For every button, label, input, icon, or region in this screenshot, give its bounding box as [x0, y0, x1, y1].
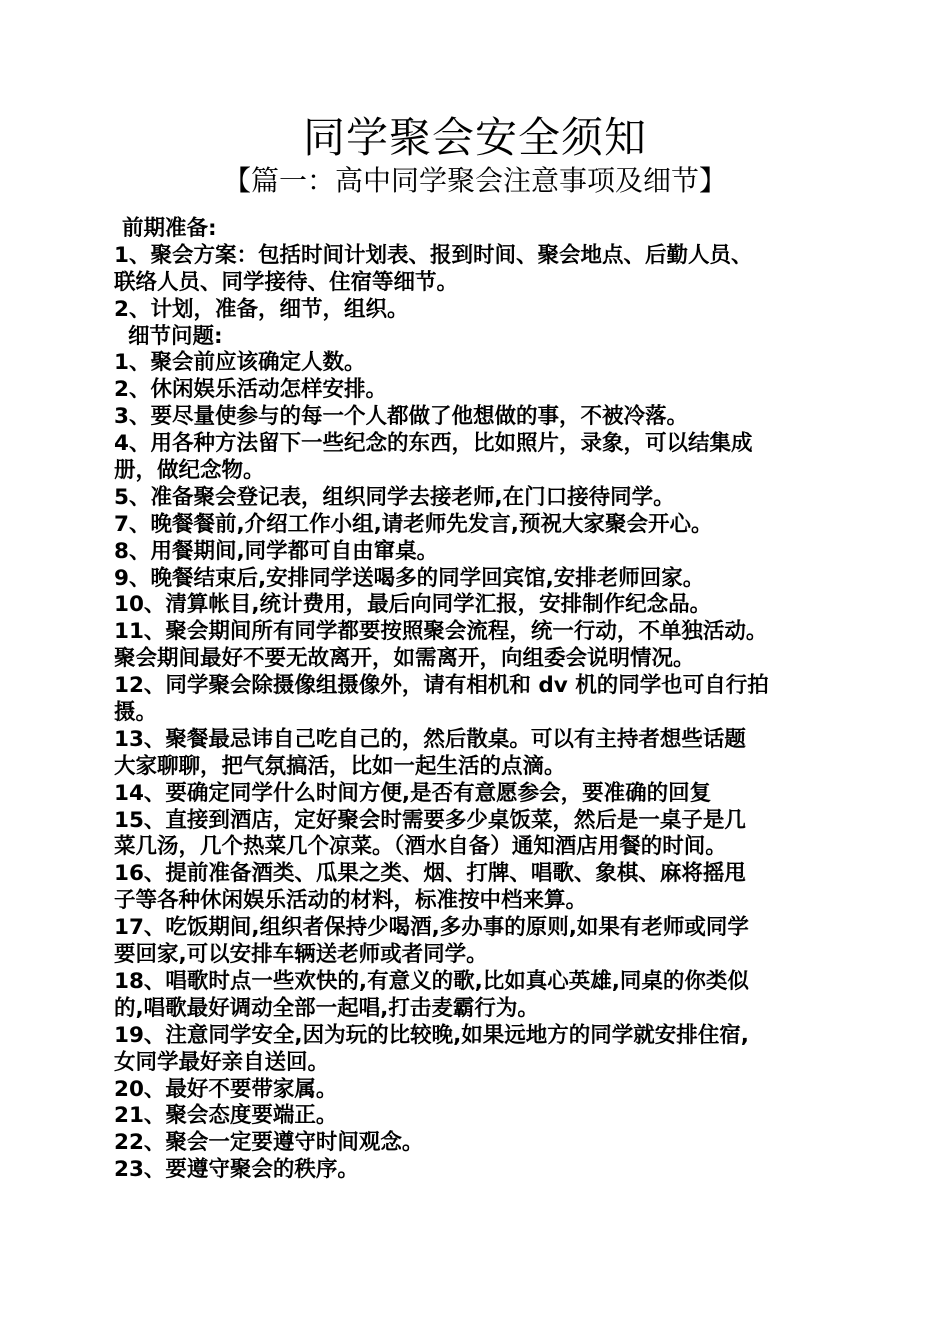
text-line: 11、聚会期间所有同学都要按照聚会流程，统一行动，不单独活动。 [114, 619, 768, 645]
text-line: 15、直接到酒店，定好聚会时需要多少桌饭菜，然后是一桌子是几 [114, 807, 746, 833]
text-line: 18、唱歌时点一些欢快的,有意义的歌,比如真心英雄,同桌的你类似 [114, 968, 749, 994]
text-line: 8、用餐期间,同学都可自由窜桌。 [114, 538, 439, 564]
text-line: 23、要遵守聚会的秩序。 [114, 1157, 359, 1183]
text-line: 的,唱歌最好调动全部一起唱,打击麦霸行为。 [114, 995, 539, 1021]
document-title: 同学聚会安全须知 [302, 113, 647, 162]
text-line: 12、同学聚会除摄像组摄像外，请有相机和 dv 机的同学也可自行拍 [114, 673, 769, 699]
section-heading-details: 细节问题: [128, 323, 223, 349]
text-line: 21、聚会态度要端正。 [114, 1103, 338, 1129]
text-line: 3、要尽量使参与的每一个人都做了他想做的事，不被冷落。 [114, 404, 688, 430]
text-line: 9、晚餐结束后,安排同学送喝多的同学回宾馆,安排老师回家。 [114, 565, 705, 591]
text-line: 19、注意同学安全,因为玩的比较晚,如果远地方的同学就安排住宿, [114, 1022, 749, 1048]
text-line: 大家聊聊，把气氛搞活，比如一起生活的点滴。 [114, 753, 566, 779]
text-line: 聚会期间最好不要无故离开，如需离开，向组委会说明情况。 [114, 646, 695, 672]
text-line: 5、准备聚会登记表，组织同学去接老师,在门口接待同学。 [114, 484, 675, 510]
text-line: 7、晚餐餐前,介绍工作小组,请老师先发言,预祝大家聚会开心。 [114, 511, 713, 537]
document-subtitle: 【篇一：高中同学聚会注意事项及细节】 [222, 164, 727, 197]
text-line: 22、聚会一定要遵守时间观念。 [114, 1130, 424, 1156]
text-line: 13、聚餐最忌讳自己吃自己的，然后散桌。可以有主持者想些话题 [114, 726, 746, 752]
text-line: 17、吃饭期间,组织者保持少喝酒,多办事的原则,如果有老师或同学 [114, 915, 749, 941]
text-line: 4、用各种方法留下一些纪念的东西，比如照片，录象，可以结集成 [114, 431, 753, 457]
text-line: 10、清算帐目,统计费用，最后向同学汇报，安排制作纪念品。 [114, 592, 712, 618]
text-line: 摄。 [114, 700, 158, 726]
text-line: 册，做纪念物。 [114, 458, 265, 484]
text-line: 女同学最好亲自送回。 [114, 1049, 330, 1075]
text-line: 16、提前准备酒类、瓜果之类、烟、打牌、唱歌、象棋、麻将摇甩 [114, 861, 746, 887]
text-line: 1、聚会方案：包括时间计划表、报到时间、聚会地点、后勤人员、 [114, 242, 753, 268]
text-line: 子等各种休闲娱乐活动的材料，标准按中档来算。 [114, 888, 588, 914]
text-line: 2、计划，准备，细节，组织。 [114, 296, 409, 322]
section-heading-prep: 前期准备: [122, 216, 217, 241]
text-line: 14、要确定同学什么时间方便,是否有意愿参会，要准确的回复 [114, 780, 712, 806]
document-body [114, 216, 839, 1184]
text-line: 1、聚会前应该确定人数。 [114, 350, 366, 376]
text-line: 20、最好不要带家属。 [114, 1076, 338, 1102]
text-line: 菜几汤，几个热菜几个凉菜。（酒水自备）通知酒店用餐的时间。 [114, 834, 727, 860]
text-line: 联络人员、同学接待、住宿等细节。 [114, 269, 459, 295]
text-line: 要回家,可以安排车辆送老师或者同学。 [114, 942, 488, 968]
text-line: 2、休闲娱乐活动怎样安排。 [114, 377, 387, 403]
